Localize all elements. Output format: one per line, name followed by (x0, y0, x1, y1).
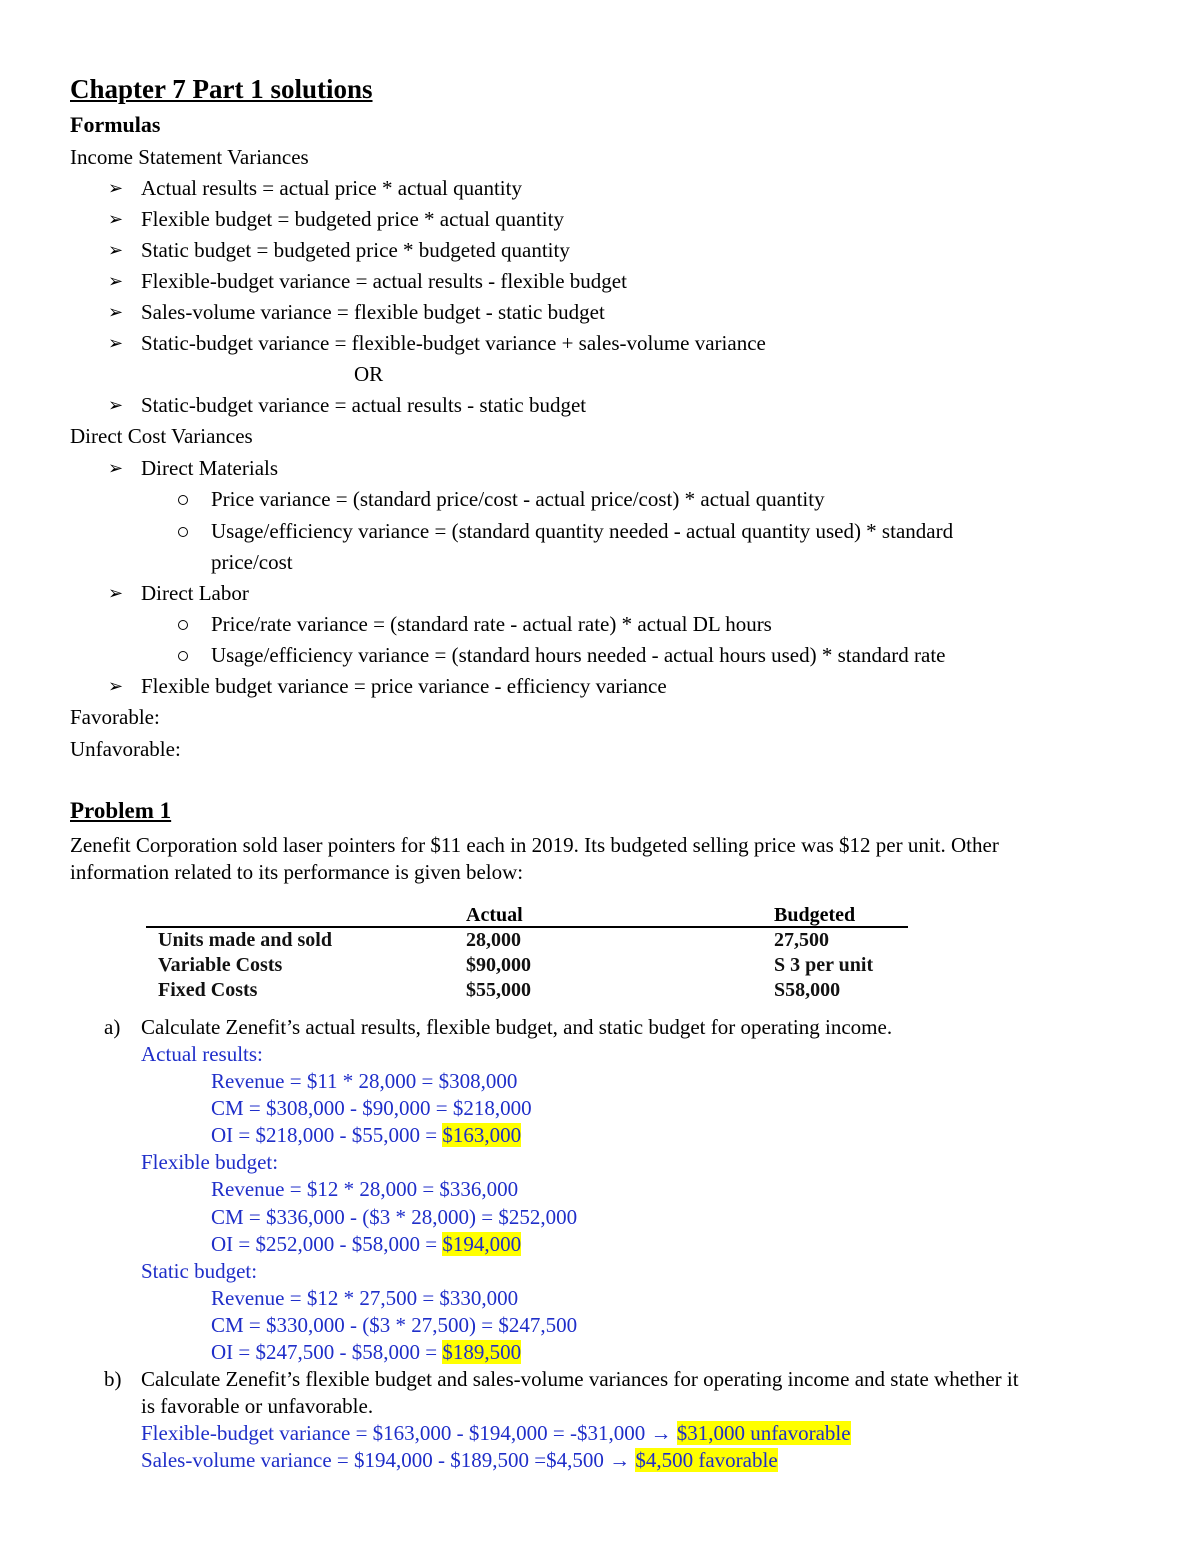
formulas-heading: Formulas (70, 112, 161, 137)
favorable-label: Favorable: (70, 705, 160, 729)
answer-line (141, 1420, 851, 1446)
formula-item-continued: price/cost (211, 550, 293, 574)
formula-item: Price variance = (standard price/cost - actual price/cost) * actual quantity (211, 487, 825, 511)
table-cell: 28,000 (466, 929, 521, 951)
arrow-bullet-icon: ➢ (108, 676, 124, 696)
formula-item: Flexible budget = budgeted price * actual quantity (141, 207, 564, 231)
answer-section-label: Flexible budget: (141, 1150, 279, 1174)
table-row (146, 978, 908, 1003)
circle-bullet-icon (178, 651, 188, 661)
direct-labor-label: Direct Labor (141, 581, 249, 605)
answer-line: CM = $336,000 - ($3 * 28,000) = $252,000 (211, 1205, 578, 1229)
formula-item: Usage/efficiency variance = (standard quantity needed - actual quantity used) * standard (211, 519, 954, 543)
table-header: Budgeted (774, 904, 908, 927)
arrow-bullet-icon: ➢ (108, 240, 124, 260)
problem-intro: Zenefit Corporation sold laser pointers for $11 each in 2019. Its budgeted selling price was $12 per unit. Other (70, 833, 999, 857)
direct-materials-label: Direct Materials (141, 456, 279, 480)
answer-section-label: Static budget: (141, 1259, 258, 1283)
table-cell: Fixed Costs (158, 979, 258, 1001)
table-header: Actual (466, 904, 774, 927)
table-row (146, 953, 908, 978)
answer-text: OI = $252,000 - $58,000 = (211, 1232, 443, 1256)
formula-item: Flexible-budget variance = actual results - flexible budget (141, 269, 627, 293)
highlighted-result: $4,500 favorable (635, 1448, 778, 1472)
arrow-bullet-icon: ➢ (108, 271, 124, 291)
circle-bullet-icon (178, 527, 188, 537)
table-cell: 27,500 (774, 929, 829, 951)
highlighted-result: $163,000 (442, 1123, 522, 1147)
arrow-bullet-icon: ➢ (108, 583, 124, 603)
question-text: Calculate Zenefit’s flexible budget and sales-volume variances for operating income and state whether it (141, 1367, 1019, 1391)
problem-intro: information related to its performance is given below: (70, 860, 524, 884)
highlighted-result: $189,500 (442, 1340, 522, 1364)
arrow-bullet-icon: ➢ (108, 333, 124, 353)
arrow-bullet-icon: ➢ (108, 178, 124, 198)
circle-bullet-icon (178, 620, 188, 630)
answer-line: CM = $330,000 - ($3 * 27,500) = $247,500 (211, 1313, 578, 1337)
performance-table (146, 904, 908, 1003)
question-text: Calculate Zenefit’s actual results, flexible budget, and static budget for operating income. (141, 1015, 893, 1039)
table-cell: $55,000 (466, 979, 531, 1001)
answer-text: Flexible-budget variance = $163,000 - $194,000 = -$31,000 → (141, 1421, 677, 1445)
formula-item: Sales-volume variance = flexible budget - static budget (141, 300, 605, 324)
arrow-bullet-icon: ➢ (108, 209, 124, 229)
answer-section-label: Actual results: (141, 1042, 263, 1066)
table-cell: Variable Costs (158, 954, 283, 976)
answer-line: Revenue = $12 * 28,000 = $336,000 (211, 1177, 519, 1201)
answer-text: OI = $218,000 - $55,000 = (211, 1123, 443, 1147)
question-label: a) (104, 1015, 121, 1039)
question-text: is favorable or unfavorable. (141, 1394, 374, 1418)
answer-line: Revenue = $12 * 27,500 = $330,000 (211, 1286, 519, 1310)
arrow-bullet-icon: ➢ (108, 458, 124, 478)
table-row (146, 927, 908, 953)
circle-bullet-icon (178, 495, 188, 505)
table-header-row (146, 904, 908, 927)
answer-line (211, 1122, 521, 1148)
income-statement-heading: Income Statement Variances (70, 145, 309, 169)
answer-line (211, 1339, 521, 1365)
formula-item: Usage/efficiency variance = (standard hours needed - actual hours used) * standard rate (211, 643, 946, 667)
highlighted-result: $194,000 (442, 1232, 522, 1256)
formula-item: Flexible budget variance = price variance - efficiency variance (141, 674, 667, 698)
formula-item: Static-budget variance = flexible-budget variance + sales-volume variance (141, 331, 766, 355)
answer-line (211, 1231, 521, 1257)
arrow-bullet-icon: ➢ (108, 395, 124, 415)
or-text: OR (354, 362, 384, 386)
answer-text: Sales-volume variance = $194,000 - $189,500 =$4,500 → (141, 1448, 636, 1472)
table-cell: $90,000 (466, 954, 531, 976)
formula-item: Price/rate variance = (standard rate - actual rate) * actual DL hours (211, 612, 772, 636)
answer-line: Revenue = $11 * 28,000 = $308,000 (211, 1069, 518, 1093)
formula-item: Static budget = budgeted price * budgeted quantity (141, 238, 570, 262)
direct-cost-heading: Direct Cost Variances (70, 424, 253, 448)
formula-item: Static-budget variance = actual results - static budget (141, 393, 587, 417)
answer-text: OI = $247,500 - $58,000 = (211, 1340, 443, 1364)
highlighted-result: $31,000 unfavorable (676, 1421, 851, 1445)
table-cell: S 3 per unit (774, 954, 874, 976)
table-cell: Units made and sold (158, 929, 332, 951)
arrow-bullet-icon: ➢ (108, 302, 124, 322)
page-title: Chapter 7 Part 1 solutions (70, 74, 373, 104)
table-cell: S58,000 (774, 979, 841, 1001)
table-header (146, 904, 466, 927)
question-label: b) (104, 1367, 122, 1391)
answer-line (141, 1447, 778, 1473)
formula-item: Actual results = actual price * actual quantity (141, 176, 522, 200)
answer-line: CM = $308,000 - $90,000 = $218,000 (211, 1096, 532, 1120)
problem-heading: Problem 1 (70, 798, 172, 823)
unfavorable-label: Unfavorable: (70, 737, 181, 761)
